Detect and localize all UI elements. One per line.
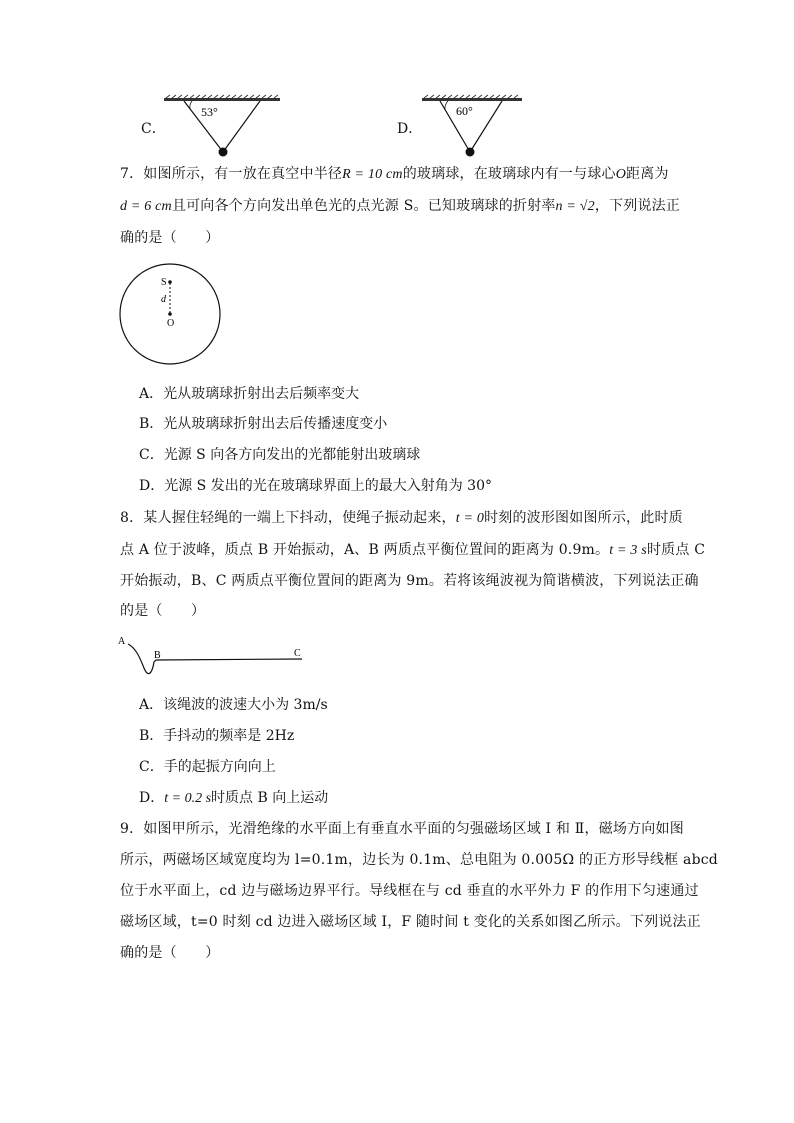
ceiling-hatch-c bbox=[164, 95, 280, 101]
wave-label-c: C bbox=[294, 648, 301, 659]
q7-text-1a: 7．如图所示，有一放在真空中半径 bbox=[120, 166, 343, 182]
q8-line-4: 的是（ ） bbox=[120, 603, 206, 619]
q8-text-1b: 时刻的波形图如图所示，此时质 bbox=[484, 510, 683, 526]
ceiling-hatch-d bbox=[422, 95, 522, 101]
q7-distance-expr: d = 6 cm bbox=[120, 199, 172, 214]
q8-text-2a: 点 A 位于波峰，质点 B 开始振动，A、B 两质点平衡位置间的距离为 0.9m。 bbox=[120, 542, 610, 558]
string-right-d bbox=[470, 101, 502, 152]
q8-line-3: 开始振动，B、C 两质点平衡位置间的距离为 9m。若将该绳波视为简谐横波，下列说法正确 bbox=[120, 573, 699, 589]
wave-label-b: B bbox=[154, 650, 161, 661]
q7-glass-sphere-figure bbox=[118, 262, 224, 368]
q9-line-1: 9．如图甲所示，光滑绝缘的水平面上有垂直水平面的匀强磁场区域 Ⅰ 和 Ⅱ，磁场方向如图 bbox=[120, 821, 684, 837]
q8-line-1 bbox=[120, 508, 683, 529]
angle-label-c: 53° bbox=[201, 105, 218, 119]
q7-option-b[interactable]: B．光从玻璃球折射出去后传播速度变小 bbox=[139, 416, 388, 432]
q8-option-b[interactable]: B．手抖动的频率是 2Hz bbox=[139, 728, 295, 744]
fig-d-label: d bbox=[161, 294, 166, 305]
fig-s-label: S bbox=[161, 277, 167, 288]
q7-line-1 bbox=[120, 164, 669, 185]
pendulum-bob-d bbox=[466, 148, 475, 157]
option-d-label: D． bbox=[397, 121, 423, 137]
q9-line-5: 确的是（ ） bbox=[120, 945, 220, 961]
q7-line-3: 确的是（ ） bbox=[120, 230, 220, 246]
figure-d-pendulum bbox=[418, 94, 526, 160]
q8-text-1a: 8．某人握住轻绳的一端上下抖动，使绳子振动起来， bbox=[120, 510, 456, 526]
q7-option-d[interactable]: D．光源 S 发出的光在玻璃球界面上的最大入射角为 30° bbox=[139, 478, 492, 494]
fig-o-label: O bbox=[167, 318, 175, 329]
q9-line-3: 位于水平面上，cd 边与磁场边界平行。导线框在与 cd 垂直的水平外力 F 的作用下匀速通过 bbox=[120, 883, 699, 899]
q7-radius-expr: R = 10 cm bbox=[342, 167, 403, 182]
sphere-center-point bbox=[168, 312, 172, 316]
q8-wave-figure bbox=[116, 632, 310, 682]
q7-text-1c: 距离为 bbox=[626, 166, 669, 182]
q8-option-d[interactable] bbox=[139, 788, 328, 809]
q7-center-o: O bbox=[615, 167, 627, 182]
q8-line-2 bbox=[120, 540, 705, 561]
wave-label-a: A bbox=[118, 636, 126, 647]
pendulum-bob-c bbox=[219, 148, 228, 157]
q8-option-a[interactable]: A．该绳波的波速大小为 3m/s bbox=[139, 697, 328, 713]
string-right-c bbox=[223, 101, 260, 152]
q8-text-2b: 时质点 C bbox=[646, 542, 706, 558]
option-c-label: C． bbox=[141, 121, 166, 137]
q9-line-4: 磁场区域，t=0 时刻 cd 边进入磁场区域 Ⅰ，F 随时间 t 变化的关系如图乙所示。下列说法正 bbox=[120, 914, 701, 930]
q8-option-d-prefix: D． bbox=[139, 790, 165, 806]
q8-option-d-rest: 时质点 B 向上运动 bbox=[211, 790, 329, 806]
q7-text-1b: 的玻璃球，在玻璃球内有一与球心 bbox=[402, 166, 616, 182]
q7-text-2b: ，下列说法正 bbox=[594, 198, 681, 214]
q7-index-expr: n = √2 bbox=[555, 199, 595, 214]
q9-line-2: 所示，两磁场区域宽度均为 l=0.1m，边长为 0.1m、总电阻为 0.005Ω 的正方形导线框 abcd bbox=[120, 852, 718, 868]
q8-t3-expr: t = 3 s bbox=[609, 543, 647, 558]
q8-option-d-time: t = 0.2 s bbox=[164, 791, 212, 806]
q7-option-a[interactable]: A．光从玻璃球折射出去后频率变大 bbox=[139, 386, 360, 402]
q7-option-c[interactable]: C．光源 S 向各方向发出的光都能射出玻璃球 bbox=[139, 447, 421, 463]
q7-line-2 bbox=[120, 196, 680, 217]
figure-c-pendulum bbox=[160, 94, 284, 160]
q7-text-2a: 且可向各个方向发出单色光的点光源 S。已知玻璃球的折射率 bbox=[171, 198, 556, 214]
q8-t0-expr: t = 0 bbox=[455, 511, 485, 526]
angle-label-d: 60° bbox=[456, 104, 473, 118]
q8-option-c[interactable]: C．手的起振方向向上 bbox=[139, 759, 276, 775]
